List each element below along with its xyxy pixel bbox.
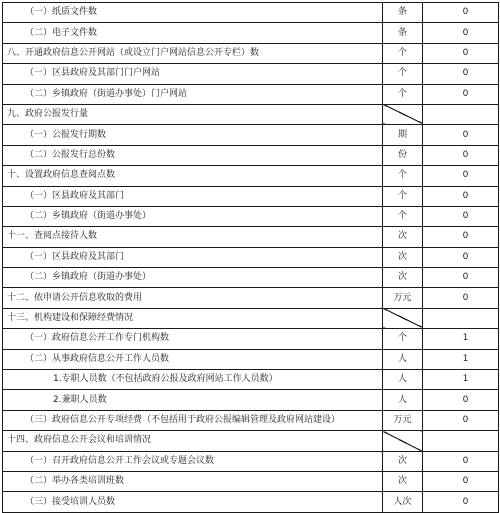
item-name: （三）政府信息公开专项经费（不包括用于政府公报编辑管理及政府网站建设）	[3, 410, 383, 430]
item-value: 0	[423, 471, 499, 491]
item-name: 十三、机构建设和保障经费情况	[3, 308, 383, 328]
table-row	[3, 329, 499, 349]
item-value	[423, 431, 499, 451]
item-value: 0	[423, 451, 499, 471]
item-name: 十四、政府信息公开会议和培训情况	[3, 431, 383, 451]
item-value: 0	[423, 247, 499, 267]
item-name: （一）公报发行期数	[3, 125, 383, 145]
item-name: （二）从事政府信息公开工作人员数	[3, 349, 383, 369]
table-row	[3, 3, 499, 23]
item-value: 1	[423, 370, 499, 390]
table-row	[3, 471, 499, 491]
item-unit: 份	[383, 145, 423, 165]
table-row	[3, 410, 499, 430]
item-value	[423, 104, 499, 124]
item-unit: 个	[383, 84, 423, 104]
item-unit: 人	[383, 349, 423, 369]
item-unit: 次	[383, 247, 423, 267]
item-name: （三）接受培训人员数	[3, 492, 383, 512]
item-value: 0	[423, 492, 499, 512]
item-value: 0	[423, 64, 499, 84]
table-row	[3, 268, 499, 288]
item-value	[423, 308, 499, 328]
item-name: 2.兼职人员数	[3, 390, 383, 410]
item-unit: 次	[383, 471, 423, 491]
item-unit: 次	[383, 268, 423, 288]
table-row	[3, 451, 499, 471]
table-row	[3, 186, 499, 206]
table-row	[3, 43, 499, 63]
item-unit: 个	[383, 329, 423, 349]
table-body	[3, 3, 499, 513]
item-name: 八、开通政府信息公开网站（或设立门户网站信息公开专栏）数	[3, 43, 383, 63]
table-row	[3, 125, 499, 145]
table-row	[3, 104, 499, 124]
item-value: 0	[423, 145, 499, 165]
item-unit: 个	[383, 186, 423, 206]
item-unit: 人	[383, 390, 423, 410]
item-unit: 次	[383, 227, 423, 247]
item-value: 0	[423, 268, 499, 288]
item-unit: 条	[383, 3, 423, 23]
table-row	[3, 206, 499, 226]
item-value: 0	[423, 288, 499, 308]
item-unit: 期	[383, 125, 423, 145]
item-value: 0	[423, 23, 499, 43]
item-value: 0	[423, 84, 499, 104]
item-name: （一）区县政府及其部门	[3, 186, 383, 206]
diagonal-empty-cell	[383, 308, 423, 328]
item-name: （一）纸质文件数	[3, 3, 383, 23]
table-row	[3, 23, 499, 43]
item-value: 0	[423, 390, 499, 410]
table-row	[3, 145, 499, 165]
item-name: （一）召开政府信息公开工作会议或专题会议数	[3, 451, 383, 471]
table-row	[3, 247, 499, 267]
item-name: （二）乡镇政府（街道办事处）	[3, 206, 383, 226]
item-unit: 人次	[383, 492, 423, 512]
item-value: 0	[423, 125, 499, 145]
item-unit: 条	[383, 23, 423, 43]
table-row	[3, 390, 499, 410]
item-name: 九、政府公报发行量	[3, 104, 383, 124]
statistics-table	[2, 2, 499, 513]
item-name: （二）乡镇政府（街道办事处）门户网站	[3, 84, 383, 104]
diagonal-empty-cell	[383, 431, 423, 451]
item-unit: 次	[383, 451, 423, 471]
item-name: （一）区县政府及其部门门户网站	[3, 64, 383, 84]
item-value: 0	[423, 206, 499, 226]
diagonal-empty-cell	[383, 104, 423, 124]
item-unit: 个	[383, 166, 423, 186]
item-value: 1	[423, 329, 499, 349]
table-row	[3, 64, 499, 84]
item-name: （二）乡镇政府（街道办事处）	[3, 268, 383, 288]
item-unit: 个	[383, 64, 423, 84]
table-row	[3, 431, 499, 451]
item-name: （二）举办各类培训班数	[3, 471, 383, 491]
item-value: 0	[423, 43, 499, 63]
table-row	[3, 349, 499, 369]
table-row	[3, 492, 499, 512]
item-name: 十一、查阅点接待人数	[3, 227, 383, 247]
table-row	[3, 288, 499, 308]
item-name: 十、设置政府信息查阅点数	[3, 166, 383, 186]
item-unit: 万元	[383, 288, 423, 308]
table-row	[3, 227, 499, 247]
item-unit: 人	[383, 370, 423, 390]
item-name: （一）区县政府及其部门	[3, 247, 383, 267]
item-unit: 万元	[383, 410, 423, 430]
table-row	[3, 166, 499, 186]
item-name: 十二、依申请公开信息收取的费用	[3, 288, 383, 308]
item-unit: 个	[383, 43, 423, 63]
item-name: （一）政府信息公开工作专门机构数	[3, 329, 383, 349]
item-name: （二）电子文件数	[3, 23, 383, 43]
table-row	[3, 308, 499, 328]
item-value: 0	[423, 166, 499, 186]
item-value: 0	[423, 3, 499, 23]
item-unit: 个	[383, 206, 423, 226]
item-value: 0	[423, 227, 499, 247]
table-row	[3, 84, 499, 104]
item-value: 0	[423, 186, 499, 206]
table-row	[3, 370, 499, 390]
item-name: （二）公报发行总份数	[3, 145, 383, 165]
item-value: 1	[423, 349, 499, 369]
item-name: 1.专职人员数（不包括政府公报及政府网站工作人员数）	[3, 370, 383, 390]
item-value: 0	[423, 410, 499, 430]
